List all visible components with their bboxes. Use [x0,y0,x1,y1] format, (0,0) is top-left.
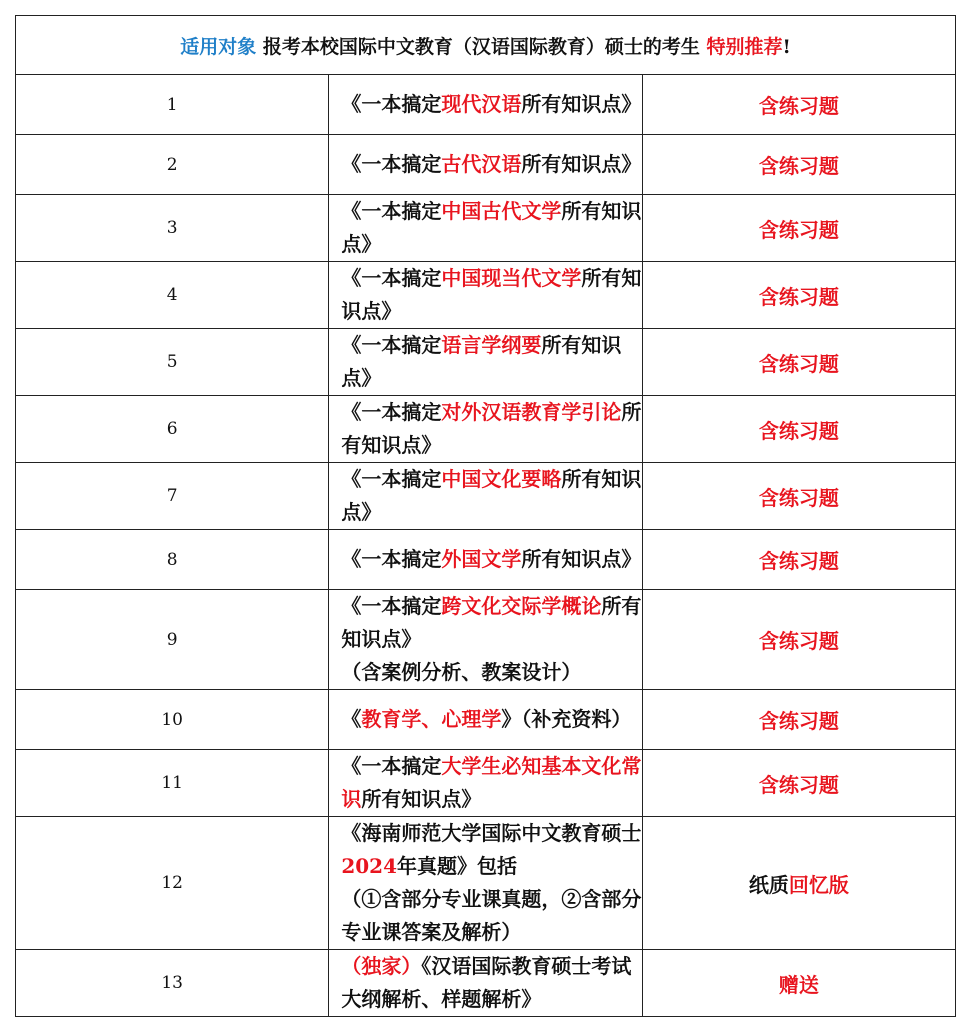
audience-label: 适用对象 [180,35,257,58]
table-row [16,396,956,463]
table-row [16,530,956,590]
row-number: 10 [16,690,329,750]
row-number: 6 [16,396,329,463]
book-title: 《一本搞定跨文化交际学概论所有知识点》 （含案例分析、教案设计） [329,590,642,690]
row-number: 5 [16,329,329,396]
exercise-tag: 含练习题 [642,530,955,590]
title-note: （①含部分专业课真题，②含部分专业课答案及解析） [341,887,642,944]
table-row [16,463,956,530]
exercise-tag: 含练习题 [642,750,955,817]
row-number: 11 [16,750,329,817]
title-note: （含案例分析、教案设计） [341,660,582,684]
header-suffix: ! [782,35,791,58]
subject-highlight: 中国古代文学 [441,199,562,223]
format-tag: 纸质回忆版 [642,817,955,950]
exercise-tag: 含练习题 [642,75,955,135]
row-number: 7 [16,463,329,530]
subject-highlight: 外国文学 [441,547,522,571]
book-title: 《一本搞定古代汉语所有知识点》 [329,135,642,195]
book-title: 《一本搞定对外汉语教育学引论所有知识点》 [329,396,642,463]
exercise-tag: 含练习题 [642,590,955,690]
year-highlight: 2024 [341,854,397,878]
exercise-tag: 含练习题 [642,690,955,750]
subject-highlight: 教育学、心理学 [361,707,502,731]
table-row [16,690,956,750]
header-cell [16,16,956,75]
table-row [16,135,956,195]
subject-highlight: 古代汉语 [441,152,522,176]
table-row [16,329,956,396]
exercise-tag: 含练习题 [642,463,955,530]
exercise-tag: 含练习题 [642,135,955,195]
subject-highlight: 中国现当代文学 [441,266,582,290]
exercise-tag: 含练习题 [642,396,955,463]
book-title: 《一本搞定外国文学所有知识点》 [329,530,642,590]
row-number: 9 [16,590,329,690]
table-row [16,750,956,817]
recommend-label: 特别推荐 [706,35,783,58]
book-title: 《一本搞定中国文化要略所有知识点》 [329,463,642,530]
book-title: 《海南师范大学国际中文教育硕士2024年真题》包括 （①含部分专业课真题，②含部分专业课答案及解析） [329,817,642,950]
book-title: 《一本搞定语言学纲要所有知识点》 [329,329,642,396]
materials-table [15,15,956,1017]
exercise-tag: 含练习题 [642,329,955,396]
row-number: 2 [16,135,329,195]
subject-highlight: 跨文化交际学概论 [441,594,602,618]
row-number: 4 [16,262,329,329]
exclusive-highlight: （独家） [341,954,422,978]
table-row [16,195,956,262]
subject-highlight: 对外汉语教育学引论 [441,400,622,424]
book-title: （独家）《汉语国际教育硕士考试大纲解析、样题解析》 [329,950,642,1017]
table-row [16,817,956,950]
book-title: 《一本搞定现代汉语所有知识点》 [329,75,642,135]
exercise-tag: 含练习题 [642,262,955,329]
header-row [16,16,956,75]
book-title: 《一本搞定中国现当代文学所有知识点》 [329,262,642,329]
row-number: 8 [16,530,329,590]
row-number: 13 [16,950,329,1017]
row-number: 1 [16,75,329,135]
row-number: 3 [16,195,329,262]
subject-highlight: 大学生必知基本文化常识 [341,754,642,811]
subject-highlight: 现代汉语 [441,92,522,116]
gift-tag: 赠送 [642,950,955,1017]
book-title: 《一本搞定中国古代文学所有知识点》 [329,195,642,262]
table-row [16,75,956,135]
table-row [16,262,956,329]
subject-highlight: 中国文化要略 [441,467,562,491]
table-row [16,590,956,690]
exercise-tag: 含练习题 [642,195,955,262]
book-title: 《一本搞定大学生必知基本文化常识所有知识点》 [329,750,642,817]
book-title: 《教育学、心理学》（补充资料） [329,690,642,750]
row-number: 12 [16,817,329,950]
subject-highlight: 语言学纲要 [441,333,542,357]
audience-text: 报考本校国际中文教育（汉语国际教育）硕士的考生 [256,35,707,58]
table-row [16,950,956,1017]
